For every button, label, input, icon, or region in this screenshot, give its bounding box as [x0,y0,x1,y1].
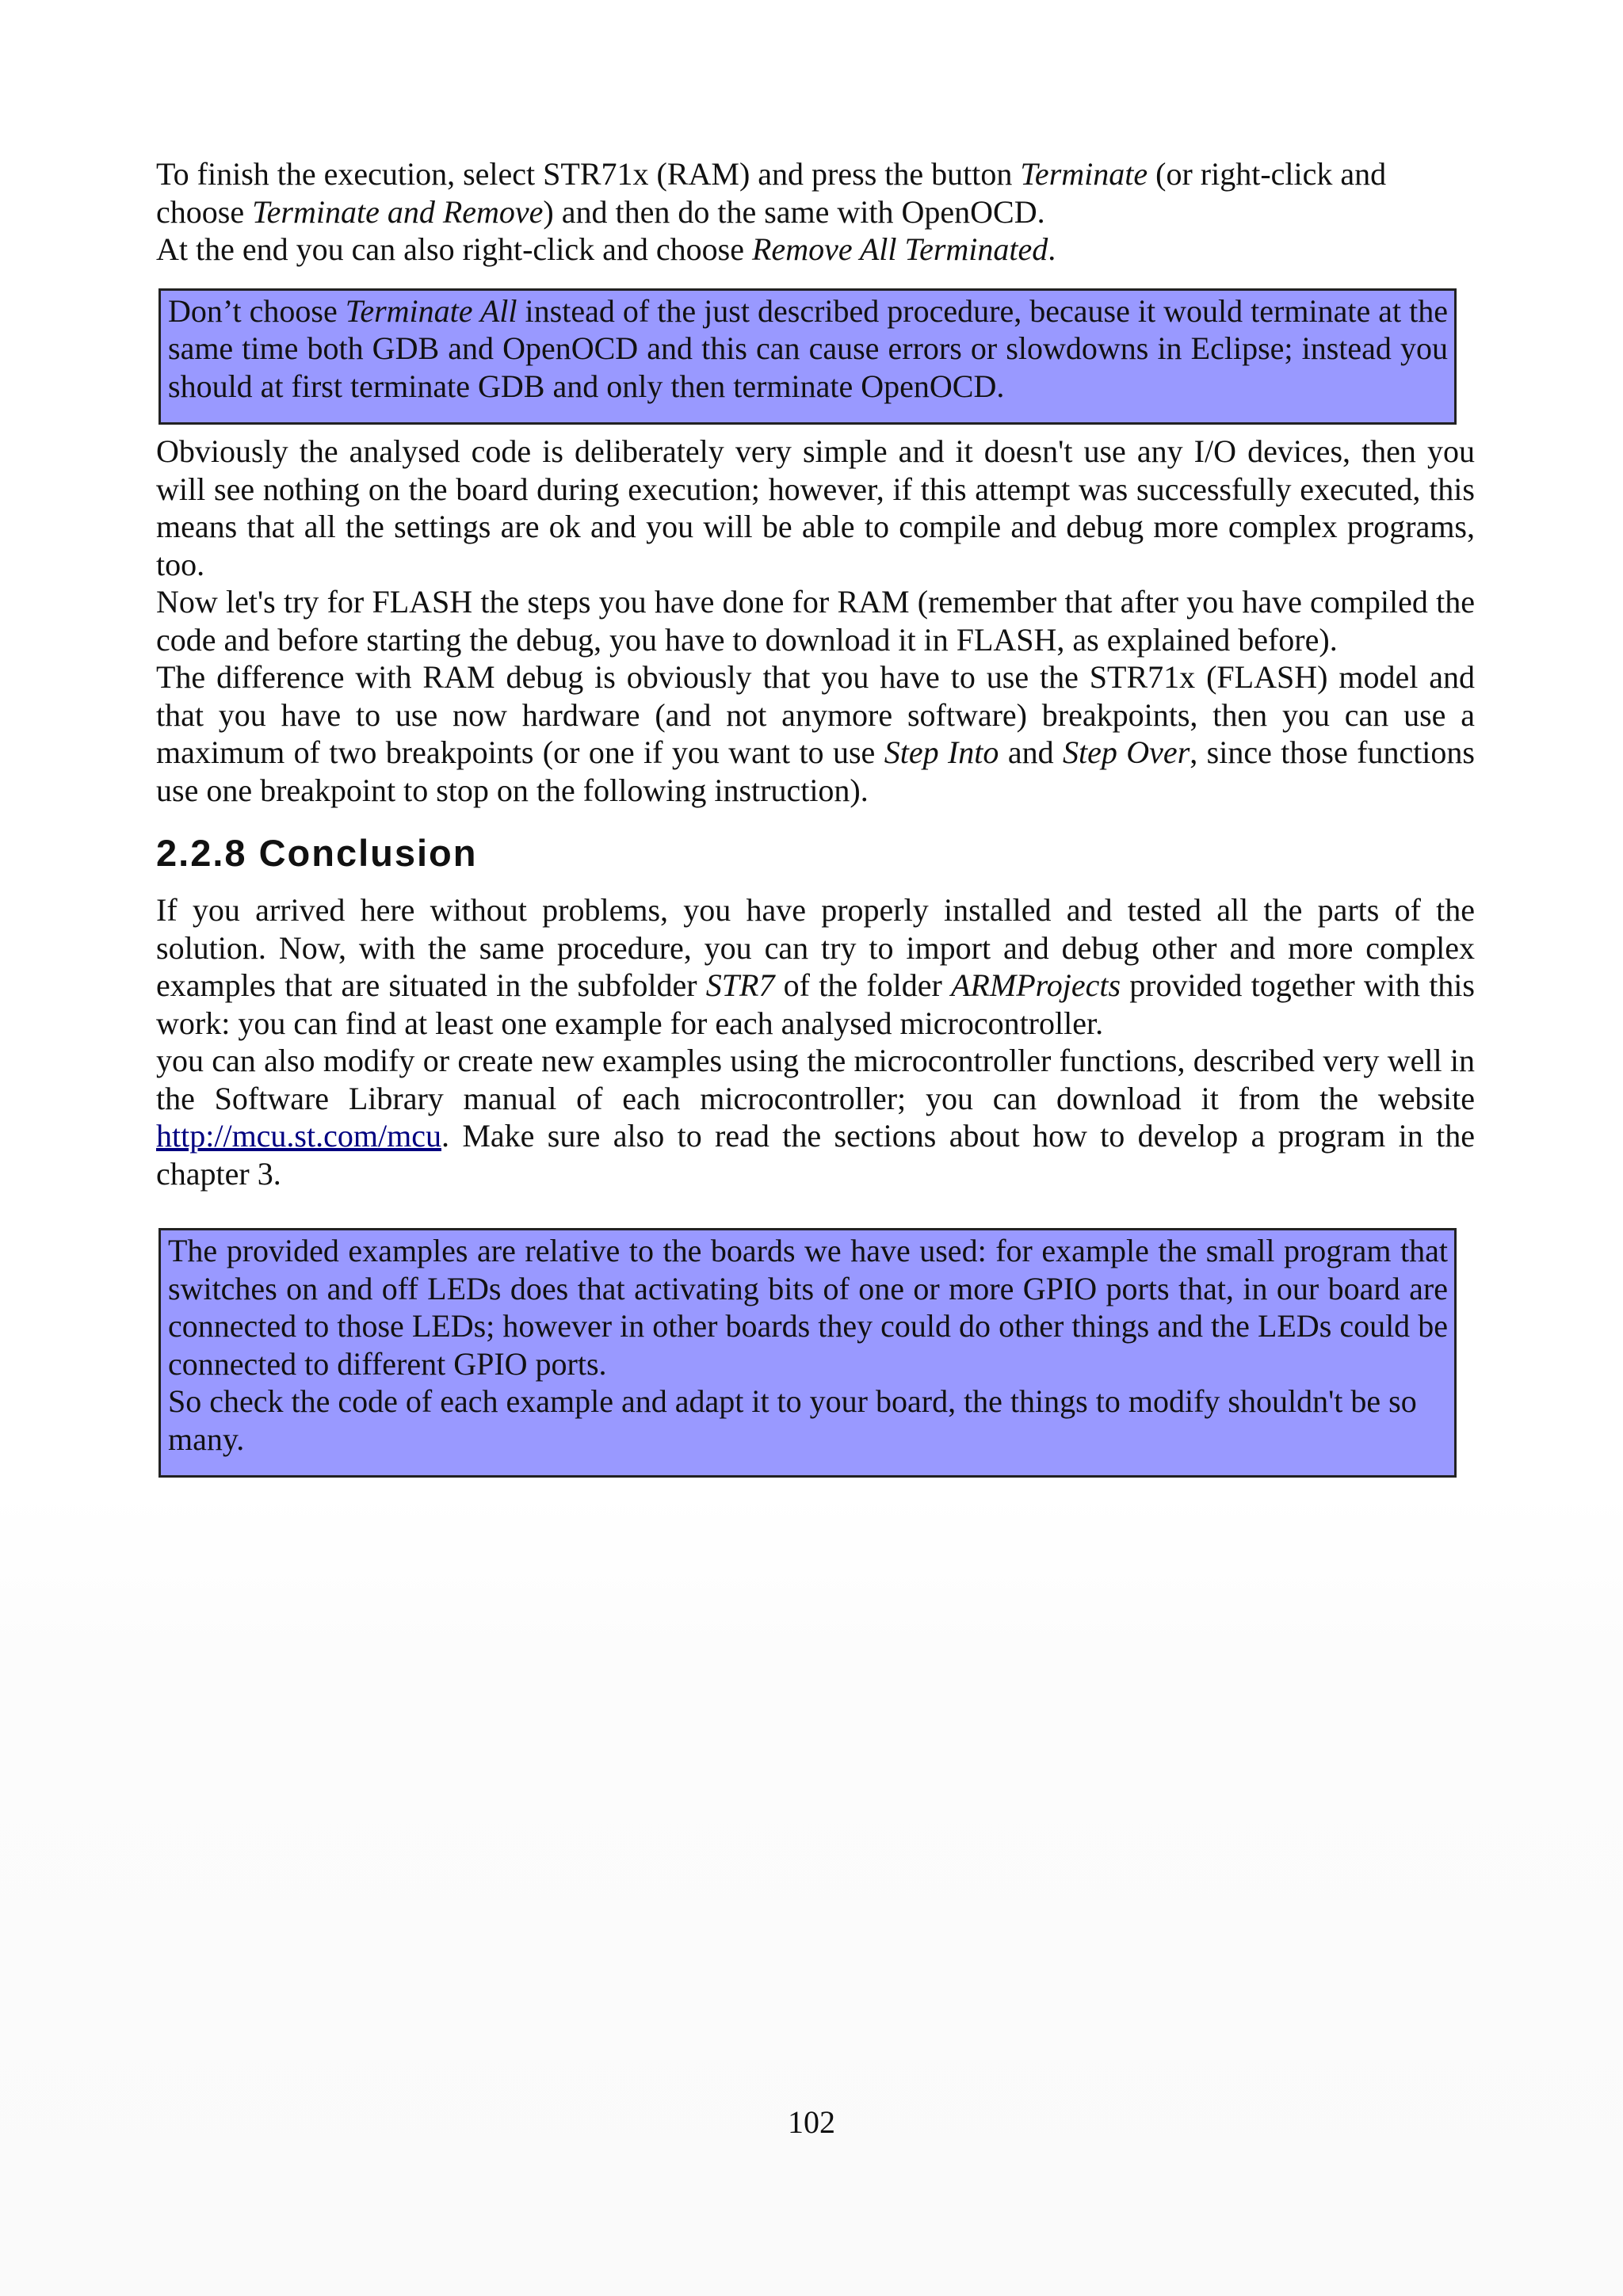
paragraph-finish-execution [156,155,1475,231]
emphasis-terminate-all: Terminate All [345,292,517,329]
text: Don’t choose [168,292,346,329]
text: The difference with RAM debug is obviously that you have to use the STR71x (FLASH) model and that you have to use now hardware (and not anymore software) breakpoints, then you can use a maximum of two breakpoints (or one if you want to use [156,659,1475,770]
text: ) and then do the same with OpenOCD. [543,193,1045,230]
note-text [168,292,1448,406]
text: instead of the just described procedure, because it would terminate at the same time both GDB and OpenOCD and this can cause errors or slowdowns in Eclipse; instead you should at first terminate GDB and only then terminate OpenOCD. [168,292,1449,404]
emphasis-remove-all-terminated: Remove All Terminated [752,231,1048,267]
page-number: 102 [788,2104,835,2140]
paragraph-flash-steps: Now let's try for FLASH the steps you have done for RAM (remember that after you have compiled the code and before starting the debug, you have to download it in FLASH, as explained before). [156,584,1475,658]
emphasis-str7: STR7 [705,967,775,1003]
mcu-website-link[interactable]: http://mcu.st.com/mcu [156,1118,441,1154]
text: , since those functions use one breakpoint to stop on the following instruction). [156,734,1475,808]
emphasis-terminate: Terminate [1020,156,1148,192]
text: . Make sure also to read the sections about how to develop a program in the chapter 3. [156,1118,1475,1192]
paragraph-ram-debug-difference [156,658,1475,809]
note-text: So check the code of each example and adapt it to your board, the things to modify shouldn't be so many. [168,1383,1417,1457]
note-box-terminate-all [158,288,1457,425]
page-content [156,155,1475,1478]
text: If you arrived here without problems, you have properly installed and tested all the parts of the solution. Now, with the same procedure, you can try to import and debug other and more complex examples that are situated in the subfolder [156,892,1475,1003]
note-text: The provided examples are relative to the boards we have used: for example the small program that switches on and off LEDs does that activating bits of one or more GPIO ports that, in our board are connected to those LEDs; however in other boards they could do other things and the LEDs could be connected to different GPIO ports. [168,1233,1448,1382]
text: (or right-click and choose [156,156,1387,230]
paragraph-conclusion [156,891,1475,1042]
paragraph-modify-examples [156,1042,1475,1192]
text: To finish the execution, select STR71x (RAM) and press the button [156,156,1021,192]
text: you can also modify or create new examples using the microcontroller functions, described very well in the Software Library manual of each microcontroller; you can download it from the website [156,1043,1475,1116]
note-box-examples [158,1228,1457,1478]
emphasis-step-over: Step Over [1063,734,1190,770]
text: . [1048,231,1056,267]
paragraph-analysed-code: Obviously the analysed code is deliberately very simple and it doesn't use any I/O devices, then you will see nothing on the board during execution; however, if this attempt was successfully executed, this means that all the settings are ok and you will be able to compile and debug more complex programs, too. [156,433,1475,582]
emphasis-terminate-and-remove: Terminate and Remove [252,193,544,230]
paragraph-remove-terminated [156,231,1475,269]
text: At the end you can also right-click and choose [156,231,752,267]
text: and [999,734,1064,770]
emphasis-armprojects: ARMProjects [951,967,1121,1003]
emphasis-step-into: Step Into [884,734,999,770]
text: provided together with this work: you can find at least one example for each analysed microcontroller. [156,967,1475,1041]
text: of the folder [774,967,951,1003]
section-heading: 2.2.8 Conclusion [156,832,478,874]
